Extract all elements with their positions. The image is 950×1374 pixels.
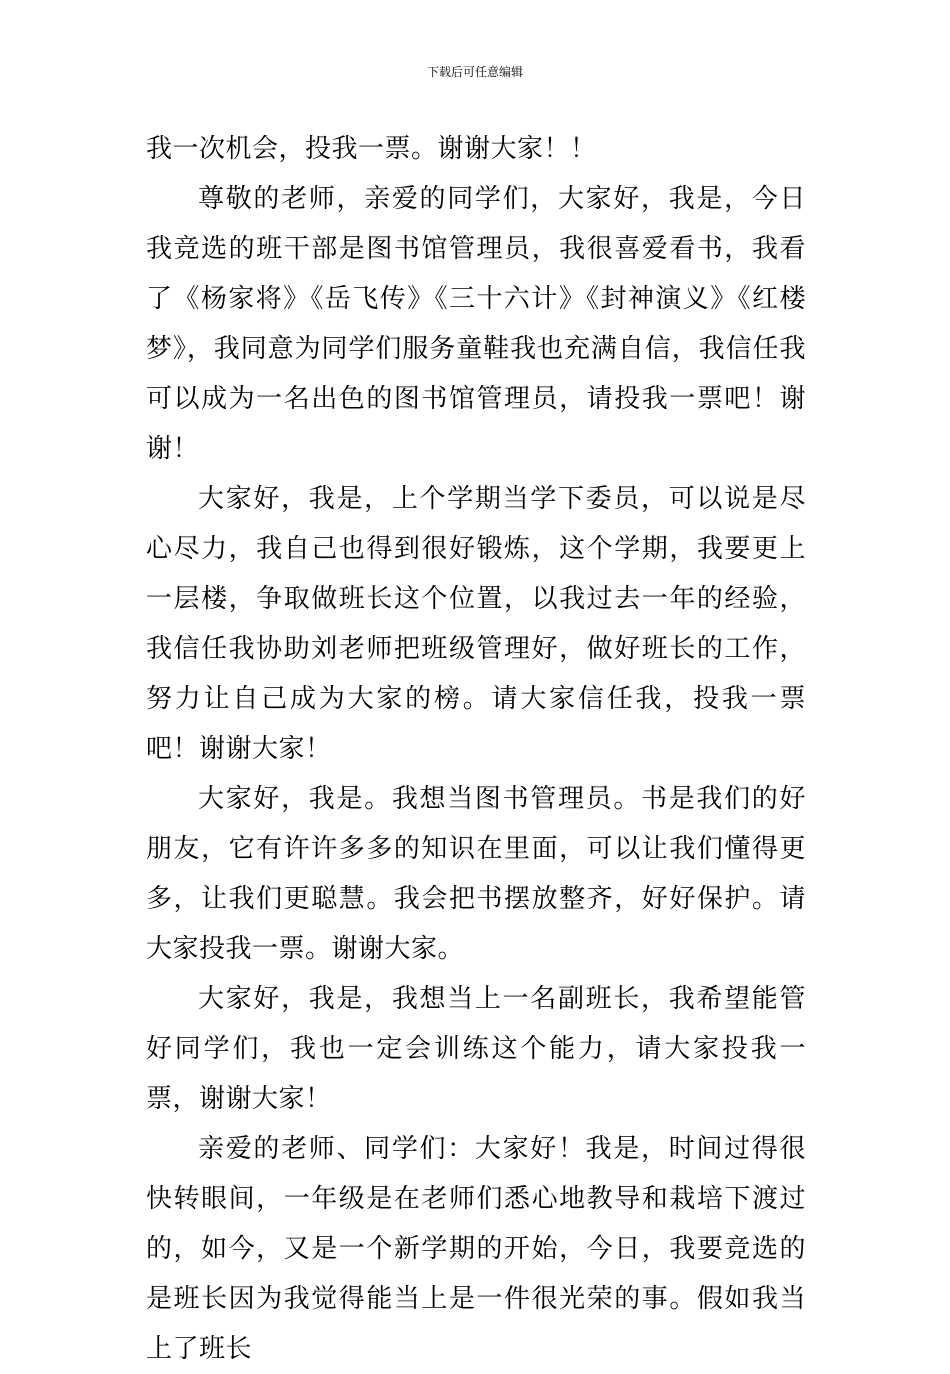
document-body [146, 124, 806, 1374]
paragraph-class-leader-speech: 亲爱的老师、同学们：大家好！我是，时间过得很快转眼间，一年级是在老师们悉心地教导和栽培下渡过的，如今，又是一个新学期的开始，今日，我要竞选的是班长因为我觉得能当上是一件很光荣的事。假如我当上了班长 [146, 1134, 806, 1364]
paragraph-monitor-speech: 大家好，我是，上个学期当学下委员，可以说是尽心尽力，我自己也得到很好锻炼，这个学期，我要更上一层楼，争取做班长这个位置，以我过去一年的经验，我信任我协助刘老师把班级管理好，做好班长的工作，努力让自己成为大家的榜。请大家信任我，投我一票吧！谢谢大家！ [146, 484, 806, 764]
paragraph-vice-monitor-speech: 大家好，我是，我想当上一名副班长，我希望能管好同学们，我也一定会训练这个能力，请大家投我一票，谢谢大家！ [146, 984, 806, 1114]
page-header: 下载后可任意编辑 [426, 65, 523, 79]
paragraph-librarian-speech: 尊敬的老师，亲爱的同学们，大家好，我是，今日我竞选的班干部是图书馆管理员，我很喜爱看书，我看了《杨家将》《岳飞传》《三十六计》《封神演义》《红楼梦》，我同意为同学们服务童鞋我也充满自信，我信任我可以成为一名出色的图书馆管理员，请投我一票吧！谢谢！ [146, 184, 806, 464]
paragraph-continuation: 我一次机会，投我一票。谢谢大家！！ [146, 134, 597, 164]
paragraph-book-manager-speech: 大家好，我是。我想当图书管理员。书是我们的好朋友，它有许许多多的知识在里面，可以让我们懂得更多，让我们更聪慧。我会把书摆放整齐，好好保护。请大家投我一票。谢谢大家。 [146, 784, 806, 964]
